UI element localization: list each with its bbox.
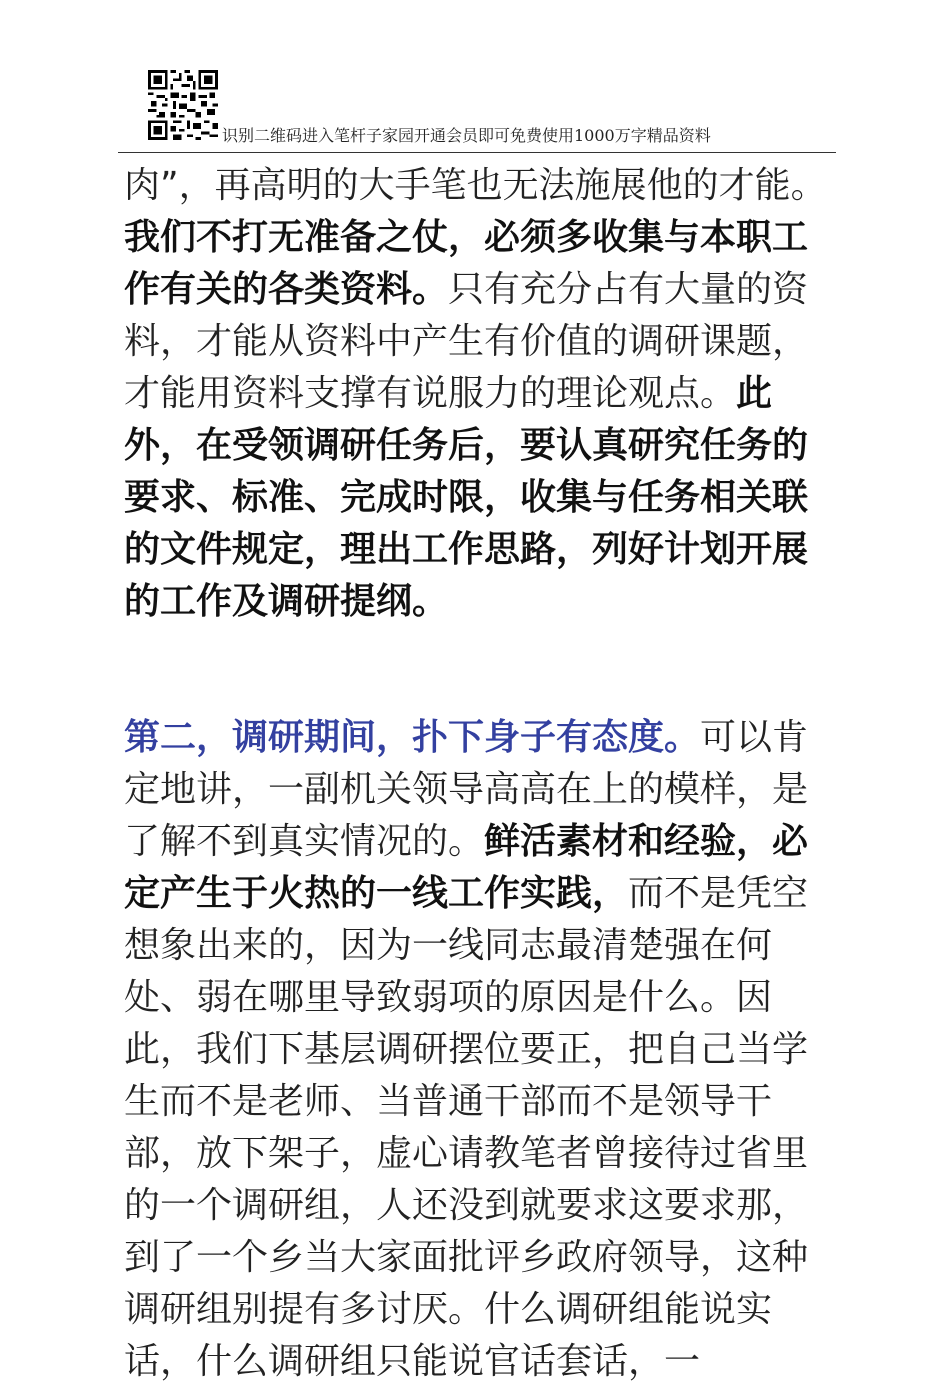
paragraph-2-bold-sentence: 鲜活素材和经验，必定产生于火热的一线工作实践， (124, 821, 809, 914)
paragraph-gap (124, 628, 836, 712)
qr-code-icon[interactable] (148, 70, 218, 140)
page-header (118, 66, 836, 153)
paragraph-1-sentence-1: 肉”，再高明的大手笔也无法施展他的才能。 (124, 165, 827, 206)
paragraph-2-sentence-2: 而不是凭空想象出来的，因为一线同志最清楚强在何处、弱在哪里导致弱项的原因是什么。因此，我们下基层调研摆位要正，把自己当学生而不是老师、当普通干部而不是领导干部，放下架子，虚心请教笔者曾接待过省里的一个调研组，人还没到就要求这要求那，到了一个乡当大家面批评乡政府领导，这种调研组别提有多讨厌。什么调研组能说实话，什么调研组只能说官话套话，一 (124, 873, 809, 1382)
paragraph-2 (124, 712, 836, 1388)
document-body (124, 160, 836, 1388)
paragraph-1 (124, 160, 836, 628)
paragraph-1-sentence-2: 只有充分占有大量的资料，才能从资料中产生有价值的调研课题，才能用资料支撑有说服力的理论观点。 (124, 269, 809, 414)
paragraph-1-bold-sentence-1: 我们不打无准备之仗，必须多收集与本职工作有关的各类资料。 (124, 217, 809, 310)
paragraph-2-sentence-1: 可以肯定地讲，一副机关领导高高在上的模样，是了解不到真实情况的。 (124, 717, 809, 862)
section-heading: 第二，调研期间，扑下身子有态度。 (124, 717, 701, 758)
header-promo-text: 识别二维码进入笔杆子家园开通会员即可免费使用1000万字精品资料 (222, 126, 711, 145)
paragraph-1-bold-sentence-2: 此外，在受领调研任务后，要认真研究任务的要求、标准、完成时限，收集与任务相关联的文件规定，理出工作思路，列好计划开展的工作及调研提纲。 (124, 373, 809, 622)
